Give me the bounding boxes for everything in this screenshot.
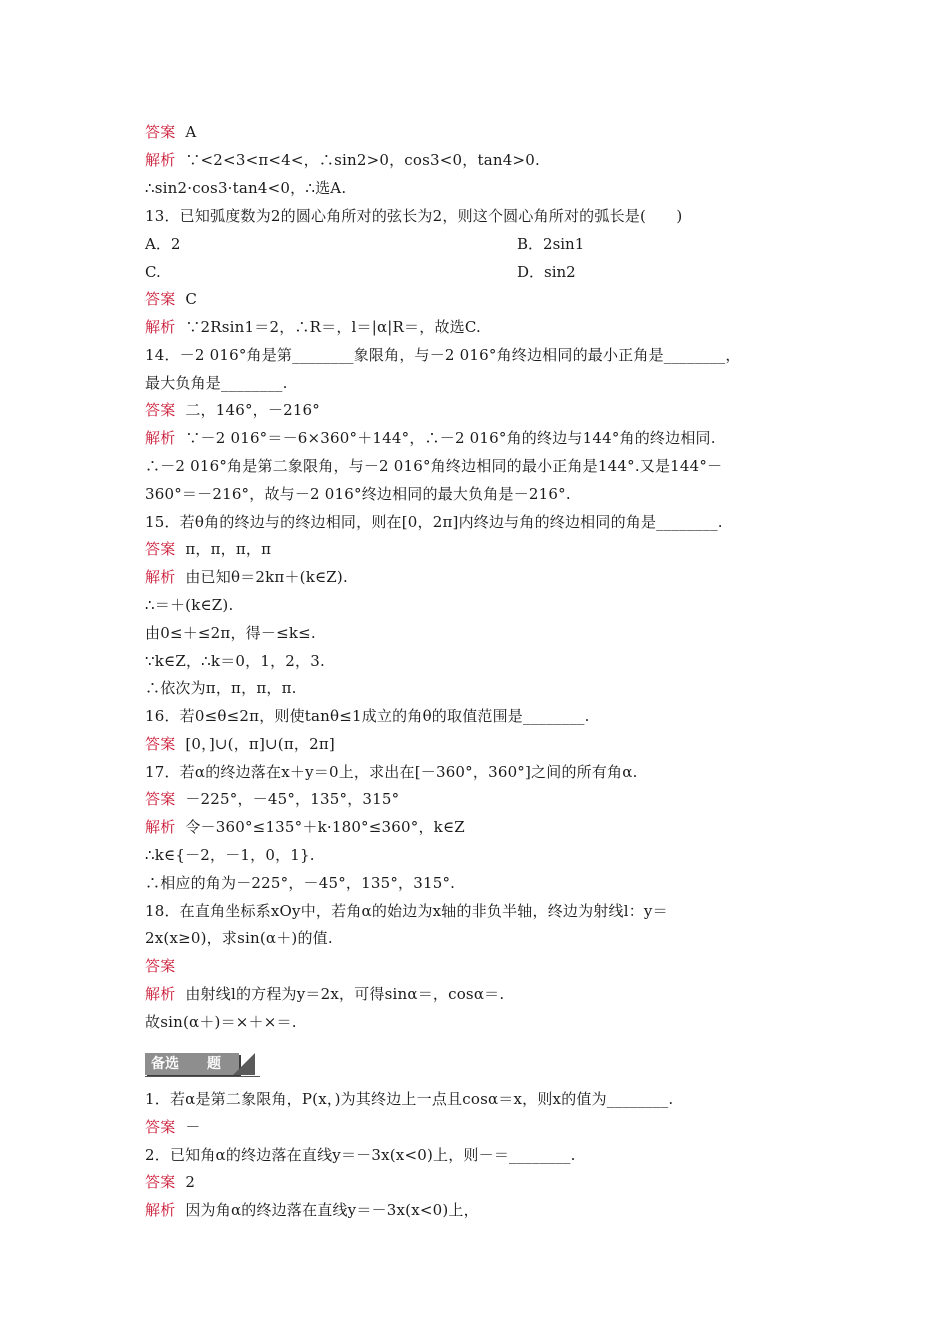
line-text: － — [175, 1118, 201, 1136]
line-text: 1．若α是第二象限角，P(x，)为其终边上一点且cosα＝x，则x的值为________. — [145, 1090, 674, 1108]
text-line — [145, 734, 335, 754]
answer-label: 答案 — [145, 957, 176, 975]
text-line — [145, 706, 590, 726]
line-text: ∴－2 016°角是第二象限角，与－2 016°角终边相同的最小正角是144°.又是144°－ — [145, 457, 723, 475]
line-text: 因为角α的终边落在直线y＝－3x(x<0)上， — [175, 1201, 479, 1219]
banner-label: 备选 — [145, 1053, 201, 1075]
option-b: B．2sin1 — [517, 235, 585, 253]
analysis-label: 解析 — [145, 568, 176, 586]
answer-label: 答案 — [145, 123, 176, 141]
line-text: ∴sin2·cos3·tan4<0，∴选A. — [145, 179, 347, 197]
text-line — [145, 1145, 576, 1165]
text-line — [145, 1200, 479, 1220]
line-text: ∵k∈Z，∴k＝0，1，2，3. — [145, 652, 325, 670]
text-line — [145, 539, 271, 559]
text-line — [145, 789, 399, 809]
analysis-label: 解析 — [145, 818, 176, 836]
text-line — [145, 150, 540, 170]
line-text: 二，146°，－216° — [175, 401, 321, 419]
line-text: 16．若0≤θ≤2π，则使tanθ≤1成立的角θ的取值范围是________. — [145, 707, 590, 725]
text-line — [145, 484, 571, 504]
line-text: 由射线l的方程为y＝2x，可得sinα＝，cosα＝. — [175, 985, 505, 1003]
line-text: C — [175, 290, 198, 308]
text-line — [145, 1172, 195, 1192]
analysis-label: 解析 — [145, 151, 176, 169]
answer-label: 答案 — [145, 1173, 176, 1191]
text-line — [145, 762, 638, 782]
line-text: 故sin(α＋)＝×＋×＝. — [145, 1013, 297, 1031]
line-text: ∴相应的角为－225°，－45°，135°，315°. — [145, 874, 456, 892]
line-text: ∴＝＋(k∈Z). — [145, 596, 234, 614]
answer-label: 答案 — [145, 790, 176, 808]
analysis-label: 解析 — [145, 429, 176, 447]
banner-decoration — [233, 1053, 255, 1075]
answer-label: 答案 — [145, 540, 176, 558]
line-text: 15．若θ角的终边与的终边相同，则在[0，2π]内终边与角的终边相同的角是________. — [145, 513, 723, 531]
text-line — [145, 428, 716, 448]
text-line — [145, 345, 741, 365]
section-banner — [145, 1053, 260, 1077]
line-text: π，π，π，π — [175, 540, 272, 558]
text-line — [145, 678, 297, 698]
text-line — [145, 456, 722, 476]
text-line — [145, 400, 320, 420]
option-c: C. — [145, 263, 161, 281]
text-line — [145, 373, 288, 393]
text-line — [145, 206, 682, 226]
banner-label-2: 题 — [201, 1053, 239, 1075]
text-line — [145, 512, 723, 532]
line-text: －225°，－45°，135°，315° — [175, 790, 400, 808]
text-line — [145, 567, 348, 587]
text-line — [145, 901, 668, 921]
line-text: 17．若α的终边落在x＋y＝0上，求出在[－360°，360°]之间的所有角α. — [145, 763, 638, 781]
option-a: A．2 — [145, 235, 181, 253]
analysis-label: 解析 — [145, 1201, 176, 1219]
option-d: D．sin2 — [517, 263, 576, 281]
line-text: 13．已知弧度数为2的圆心角所对的弦长为2，则这个圆心角所对的弧长是( ) — [145, 207, 683, 225]
line-text: ∵－2 016°＝－6×360°＋144°，∴－2 016°角的终边与144°角的终边相同. — [175, 429, 716, 447]
line-text: 2x(x≥0)，求sin(α＋)的值. — [145, 929, 333, 947]
line-text: 令－360°≤135°＋k·180°≤360°，k∈Z — [175, 818, 465, 836]
line-text: A — [175, 123, 197, 141]
analysis-label: 解析 — [145, 318, 176, 336]
line-text: 14．－2 016°角是第________象限角，与－2 016°角终边相同的最小正角是________， — [145, 346, 741, 364]
text-line — [145, 178, 346, 198]
text-line — [145, 317, 481, 337]
line-text: ∵<2<3<π<4<，∴sin2>0，cos3<0，tan4>0. — [175, 151, 540, 169]
text-line — [145, 651, 325, 671]
answer-label: 答案 — [145, 401, 176, 419]
answer-label: 答案 — [145, 290, 176, 308]
text-line — [145, 845, 315, 865]
text-line — [145, 595, 233, 615]
line-text: 2 — [175, 1173, 196, 1191]
line-text: 最大负角是________. — [145, 374, 288, 392]
text-line — [145, 623, 316, 643]
line-text: 360°＝－216°，故与－2 016°终边相同的最大负角是－216°. — [145, 485, 571, 503]
text-line — [145, 289, 197, 309]
text-line — [145, 984, 504, 1004]
line-text: ∴k∈{－2，－1，0，1}. — [145, 846, 315, 864]
text-line — [145, 122, 196, 142]
text-line — [145, 1012, 297, 1032]
line-text: ∴依次为π，π，π，π. — [145, 679, 297, 697]
line-text: 由已知θ＝2kπ＋(k∈Z). — [175, 568, 348, 586]
text-line — [145, 1089, 673, 1109]
text-line — [145, 928, 333, 948]
line-text: ∵2Rsin1＝2，∴R＝，l＝|α|R＝，故选C. — [175, 318, 481, 336]
answer-label: 答案 — [145, 735, 176, 753]
line-text: 由0≤＋≤2π，得－≤k≤. — [145, 624, 316, 642]
line-text: 18．在直角坐标系xOy中，若角α的始边为x轴的非负半轴，终边为射线l：y＝ — [145, 902, 668, 920]
text-line — [145, 956, 175, 976]
answer-label: 答案 — [145, 1118, 176, 1136]
text-line — [145, 1117, 201, 1137]
text-line — [145, 873, 455, 893]
text-line — [145, 817, 465, 837]
line-text: [0，]∪(，π]∪(π，2π] — [175, 735, 335, 753]
analysis-label: 解析 — [145, 985, 176, 1003]
line-text: 2．已知角α的终边落在直线y＝－3x(x<0)上，则－＝________. — [145, 1146, 576, 1164]
banner-underline — [145, 1076, 260, 1077]
